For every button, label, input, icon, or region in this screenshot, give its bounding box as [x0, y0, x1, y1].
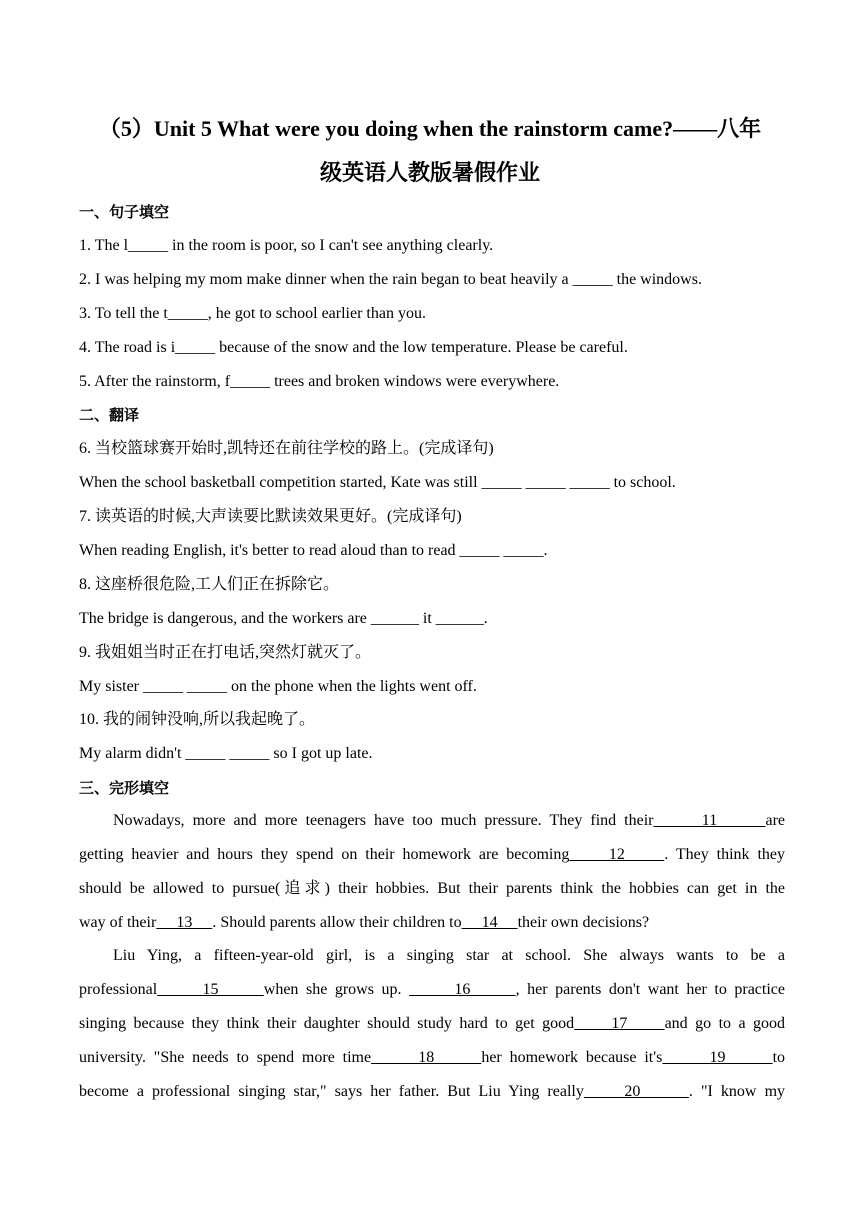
cloze-text: Nowadays, more and more teenagers have too much pressure. They find their — [113, 812, 654, 829]
cloze-text: to — [772, 1049, 786, 1066]
cloze-blank-16: 16 — [409, 981, 516, 998]
cloze-blank-20: 20 — [583, 1083, 689, 1100]
question-10-english: My alarm didn't _____ _____ so I got up late. — [79, 745, 373, 762]
cloze-line-1 — [79, 811, 785, 831]
question-6-english: When the school basketball competition started, Kate was still _____ _____ _____ to school. — [79, 474, 676, 491]
question-8-english: The bridge is dangerous, and the workers are ______ it ______. — [79, 610, 488, 627]
cloze-text: when she grows up. — [263, 981, 410, 998]
cloze-blank-15: 15 — [157, 981, 264, 998]
question-7-chinese: 7. 读英语的时候,大声读要比默读效果更好。(完成译句) — [79, 508, 462, 525]
cloze-line-5: Liu Ying, a fifteen-year-old girl, is a singing star at school. She always wants to be a — [113, 947, 785, 964]
question-7-english: When reading English, it's better to read aloud than to read _____ _____. — [79, 542, 548, 559]
cloze-line-6 — [79, 980, 785, 1000]
cloze-text: . They think they — [664, 846, 786, 863]
cloze-line-9 — [79, 1082, 785, 1102]
question-1: 1. The l_____ in the room is poor, so I can't see anything clearly. — [79, 237, 494, 254]
cloze-text: way of their — [79, 914, 157, 931]
cloze-blank-18: 18 — [371, 1049, 482, 1066]
cloze-text: singing because they think their daughter should study hard to get good — [79, 1015, 575, 1032]
cloze-text: become a professional singing star," says her father. But Liu Ying really — [79, 1083, 584, 1100]
cloze-text: her homework because it's — [481, 1049, 663, 1066]
cloze-text: . Should parents allow their children to — [212, 914, 462, 931]
section-heading-sentence-fill: 一、句子填空 — [79, 203, 170, 221]
document-title-line2: 级英语人教版暑假作业 — [319, 160, 540, 185]
cloze-line-7 — [79, 1014, 785, 1034]
question-2: 2. I was helping my mom make dinner when the rain began to beat heavily a _____ the windows. — [79, 271, 702, 288]
section-heading-translation: 二、翻译 — [79, 406, 140, 424]
document-title-line1: （5）Unit 5 What were you doing when the rainstorm came?——八年 — [98, 116, 762, 141]
question-6-chinese: 6. 当校篮球赛开始时,凯特还在前往学校的路上。(完成译句) — [79, 440, 494, 457]
cloze-text: are — [765, 812, 785, 829]
cloze-line-3: should be allowed to pursue(追求) their hobbies. But their parents think the hobbies can get in the — [79, 880, 785, 897]
cloze-line-2 — [79, 845, 785, 865]
cloze-blank-17: 17 — [574, 1015, 665, 1032]
cloze-blank-14: 14 — [461, 914, 518, 931]
cloze-text: university. "She needs to spend more time — [79, 1049, 372, 1066]
cloze-line-8 — [79, 1048, 785, 1068]
question-3: 3. To tell the t_____, he got to school earlier than you. — [79, 305, 426, 322]
cloze-line-4 — [79, 913, 785, 933]
cloze-blank-12: 12 — [569, 846, 665, 863]
cloze-text: . "I know my — [688, 1083, 786, 1100]
cloze-text: and go to a good — [664, 1015, 786, 1032]
cloze-blank-19: 19 — [662, 1049, 773, 1066]
cloze-text: , her parents don't want her to practice — [515, 981, 785, 998]
cloze-text: professional — [79, 981, 158, 998]
cloze-blank-11: 11 — [653, 812, 766, 829]
question-8-chinese: 8. 这座桥很危险,工人们正在拆除它。 — [79, 576, 340, 593]
cloze-blank-13: 13 — [156, 914, 213, 931]
question-5: 5. After the rainstorm, f_____ trees and broken windows were everywhere. — [79, 373, 560, 390]
question-4: 4. The road is i_____ because of the snow and the low temperature. Please be careful. — [79, 339, 628, 356]
question-10-chinese: 10. 我的闹钟没响,所以我起晚了。 — [79, 711, 316, 728]
question-9-chinese: 9. 我姐姐当时正在打电话,突然灯就灭了。 — [79, 644, 372, 661]
question-9-english: My sister _____ _____ on the phone when the lights went off. — [79, 678, 477, 695]
cloze-text: getting heavier and hours they spend on their homework are becoming — [79, 846, 570, 863]
cloze-text: their own decisions? — [517, 914, 650, 931]
section-heading-cloze: 三、完形填空 — [79, 779, 170, 797]
